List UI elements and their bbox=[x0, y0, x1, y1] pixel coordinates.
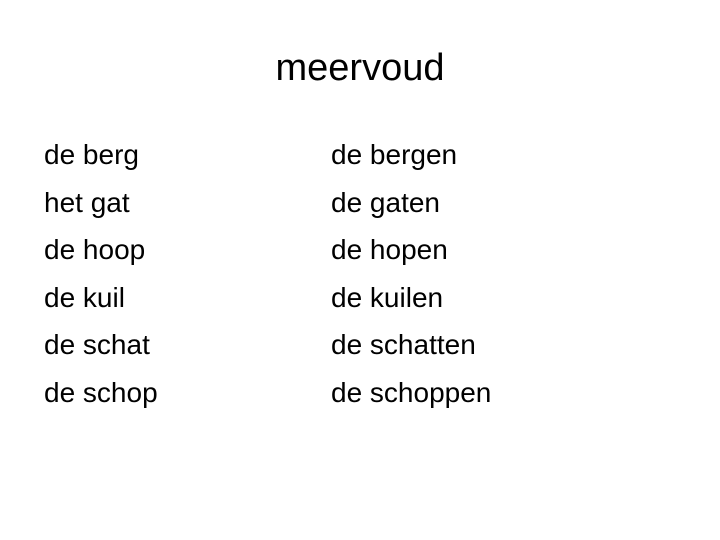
singular-word: de hoop bbox=[44, 234, 146, 265]
singular-word: de kuil bbox=[44, 281, 125, 313]
plural-word: de schatten bbox=[331, 329, 476, 360]
singular-column bbox=[44, 131, 158, 416]
plural-column bbox=[331, 131, 491, 416]
plural-word: de schoppen bbox=[331, 376, 492, 408]
slide-title-text: meervoud bbox=[275, 47, 445, 89]
slide-title bbox=[0, 44, 720, 92]
singular-word: de schat bbox=[44, 329, 150, 360]
plural-word: de hopen bbox=[331, 234, 448, 265]
singular-word: het gat bbox=[44, 186, 130, 218]
singular-word: de berg bbox=[44, 139, 139, 170]
singular-word: de schop bbox=[44, 376, 158, 408]
plural-word: de gaten bbox=[331, 186, 440, 218]
plural-word: de bergen bbox=[331, 139, 458, 170]
plural-word: de kuilen bbox=[331, 281, 444, 313]
